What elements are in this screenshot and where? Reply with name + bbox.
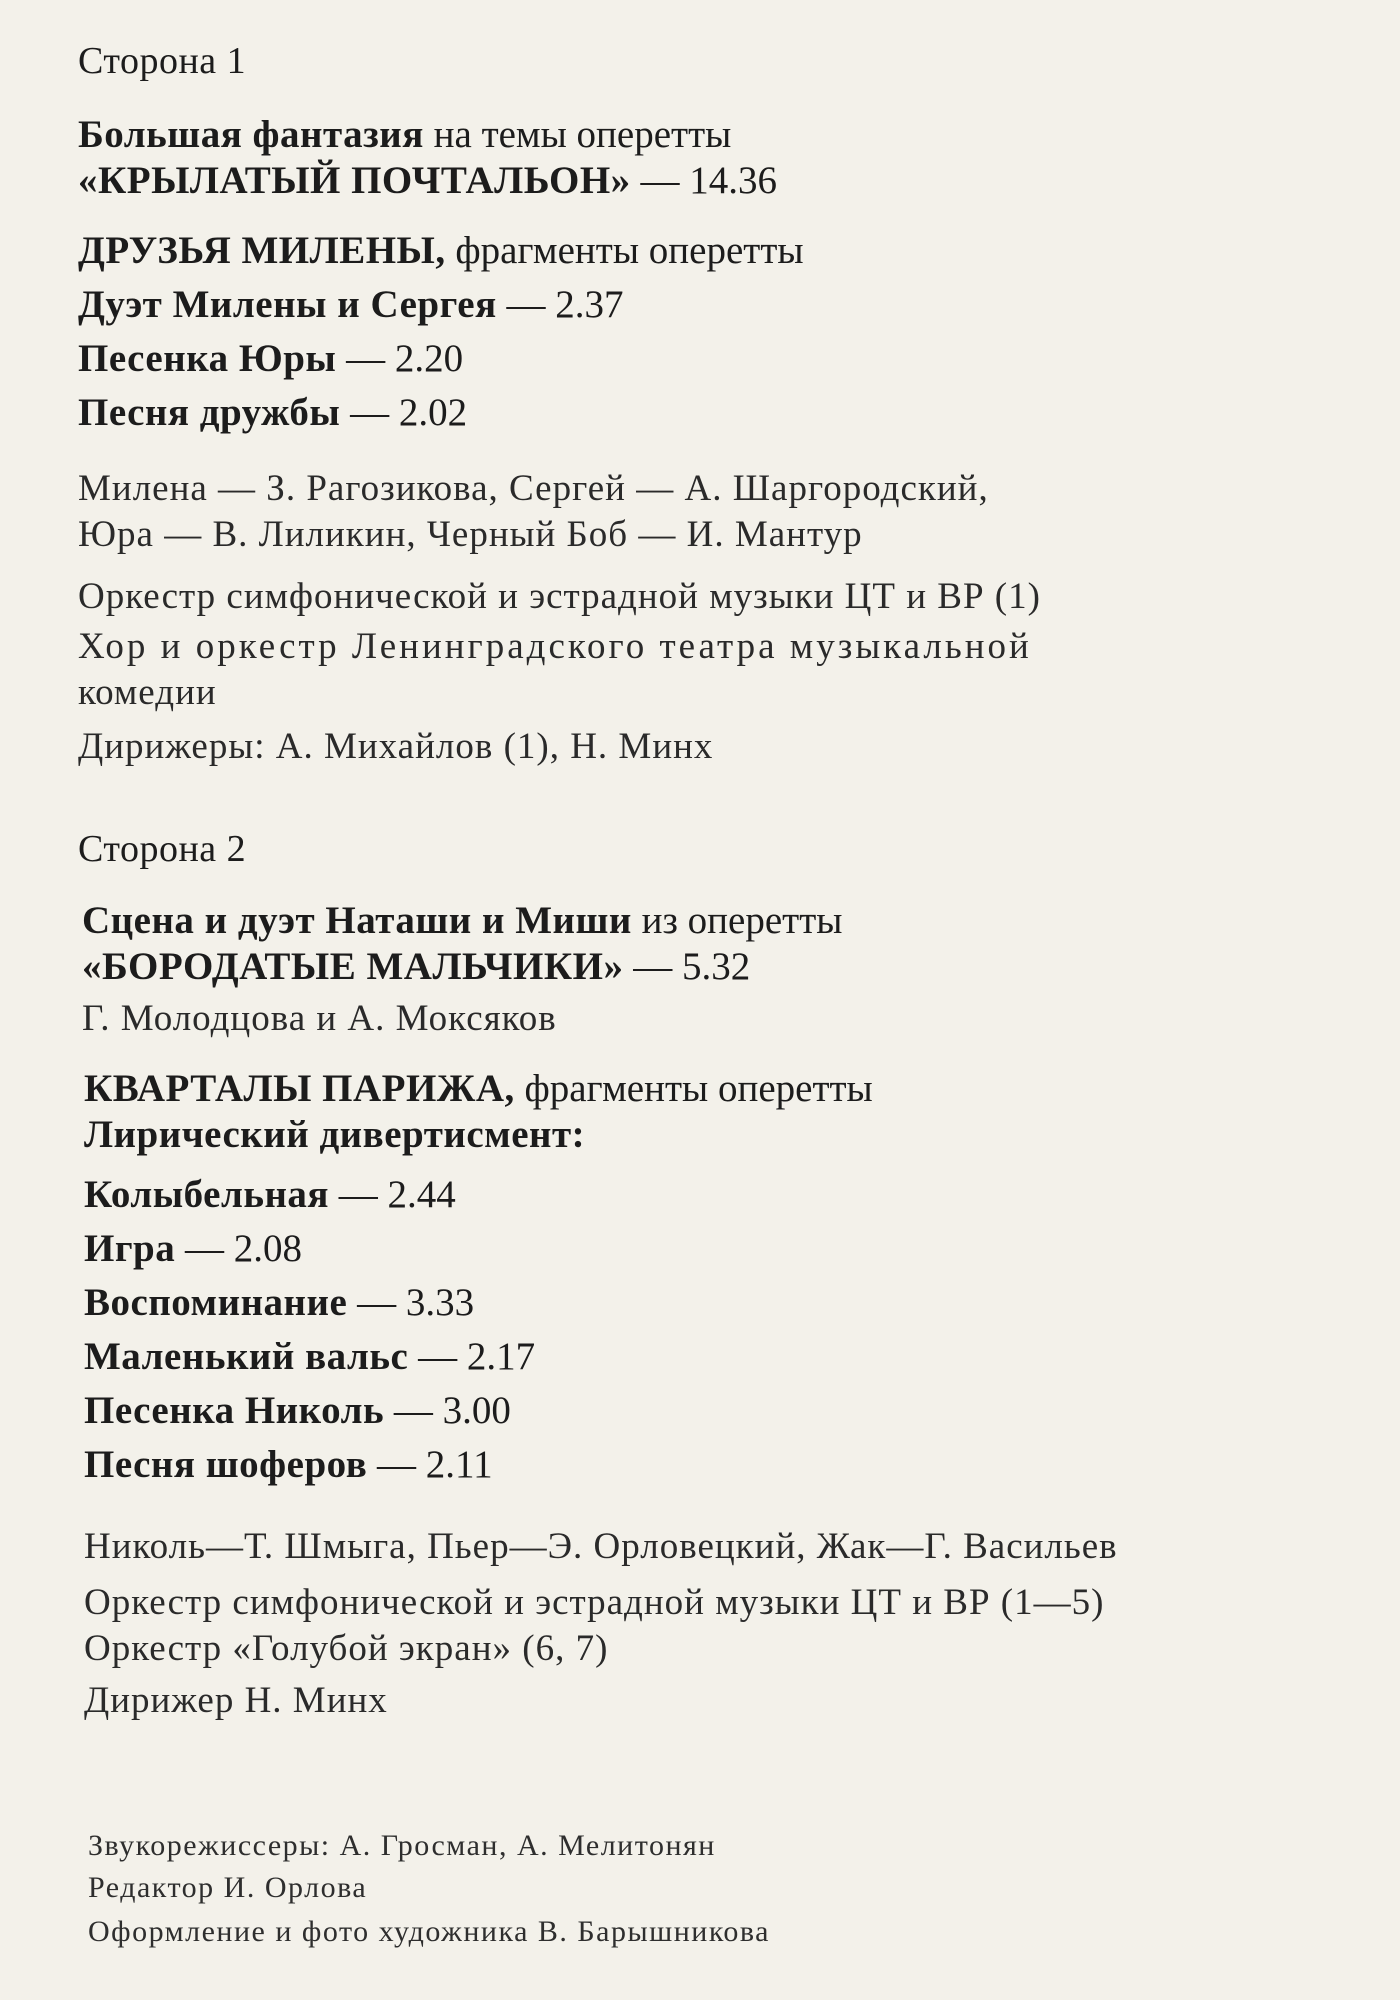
side1-heading: Сторона 1 <box>78 40 247 82</box>
paris-title: КВАРТАЛЫ ПАРИЖА, <box>84 1067 515 1110</box>
track-title: Дуэт Милены и Сергея <box>78 283 497 326</box>
conductor-line: Дирижер Н. Минх <box>84 1680 388 1721</box>
side1-section <box>78 38 1360 84</box>
orchestra-line: Оркестр симфонической и эстрадной музыки ЦТ и ВР (1—5) <box>84 1582 1105 1623</box>
track-duration: — 2.17 <box>418 1335 536 1378</box>
choir-line: Хор и оркестр Ленинградского театра музыкальной <box>78 626 1032 667</box>
track-duration: — 2.02 <box>350 391 468 434</box>
fantasy-operetta: «КРЫЛАТЫЙ ПОЧТАЛЬОН» <box>78 159 631 202</box>
scene-operetta: «БОРОДАТЫЕ МАЛЬЧИКИ» <box>82 945 624 988</box>
track-title: Песня шоферов <box>84 1443 368 1486</box>
track-row <box>84 1226 1360 1272</box>
sound-engineers: Звукорежиссеры: А. Гросман, А. Мелитонян <box>88 1829 716 1862</box>
track-title: Песенка Юры <box>78 337 337 380</box>
track-title: Маленький вальс <box>84 1335 409 1378</box>
scene-entry <box>82 898 1360 1042</box>
side1-cast <box>78 466 1360 558</box>
side2-heading: Сторона 2 <box>78 828 247 870</box>
scene-desc: из оперетты <box>641 899 843 942</box>
paris-subtitle: Лирический дивертисмент: <box>84 1113 586 1156</box>
fantasy-title: Большая фантазия <box>78 113 424 156</box>
paris-entry <box>84 1066 1360 1488</box>
scene-performers: Г. Молодцова и А. Моксяков <box>82 998 557 1039</box>
track-row <box>78 390 1360 436</box>
cast-line: Николь—Т. Шмыга, Пьер—Э. Орловецкий, Жак—Г. Васильев <box>84 1526 1118 1567</box>
track-duration: — 2.37 <box>506 283 624 326</box>
design-line: Оформление и фото художника В. Барышникова <box>88 1915 770 1948</box>
fantasy-desc: на темы оперетты <box>433 113 732 156</box>
track-duration: — 2.11 <box>377 1443 493 1486</box>
track-duration: — 3.33 <box>357 1281 475 1324</box>
track-duration: — 2.08 <box>185 1227 302 1270</box>
track-row <box>78 282 1360 328</box>
track-duration: — 3.00 <box>393 1389 511 1432</box>
side2-credits <box>84 1524 1360 1724</box>
choir-line: комедии <box>78 672 217 713</box>
track-title: Песня дружбы <box>78 391 341 434</box>
cast-line: Милена — З. Рагозикова, Сергей — А. Шаргородский, <box>78 468 989 509</box>
friends-title: ДРУЗЬЯ МИЛЕНЫ, <box>78 229 446 272</box>
orchestra-line: Оркестр симфонической и эстрадной музыки ЦТ и ВР (1) <box>78 576 1041 617</box>
friends-entry <box>78 228 1360 436</box>
track-title: Игра <box>84 1227 176 1270</box>
track-row <box>84 1334 1360 1380</box>
track-row <box>84 1280 1360 1326</box>
track-row <box>84 1172 1360 1218</box>
orchestra-line: Оркестр «Голубой экран» (6, 7) <box>84 1628 609 1669</box>
track-row <box>84 1442 1360 1488</box>
fantasy-entry <box>78 112 1360 204</box>
side2-section <box>78 826 1360 872</box>
scene-title: Сцена и дуэт Наташи и Миши <box>82 899 632 942</box>
conductors-line: Дирижеры: А. Михайлов (1), Н. Минх <box>78 726 714 767</box>
track-row <box>84 1388 1360 1434</box>
track-duration: — 2.44 <box>338 1173 456 1216</box>
track-row <box>78 336 1360 382</box>
friends-desc: фрагменты оперетты <box>455 229 804 272</box>
track-title: Воспоминание <box>84 1281 348 1324</box>
fantasy-duration: — 14.36 <box>640 159 777 202</box>
track-title: Колыбельная <box>84 1173 330 1216</box>
track-title: Песенка Николь <box>84 1389 385 1432</box>
paris-desc: фрагменты оперетты <box>524 1067 873 1110</box>
cast-line: Юра — В. Лиликин, Черный Боб — И. Мантур <box>78 514 863 555</box>
editor-line: Редактор И. Орлова <box>88 1871 368 1904</box>
side1-performers <box>78 574 1360 770</box>
scene-duration: — 5.32 <box>633 945 751 988</box>
footer-credits <box>88 1826 1360 1952</box>
track-duration: — 2.20 <box>346 337 464 380</box>
